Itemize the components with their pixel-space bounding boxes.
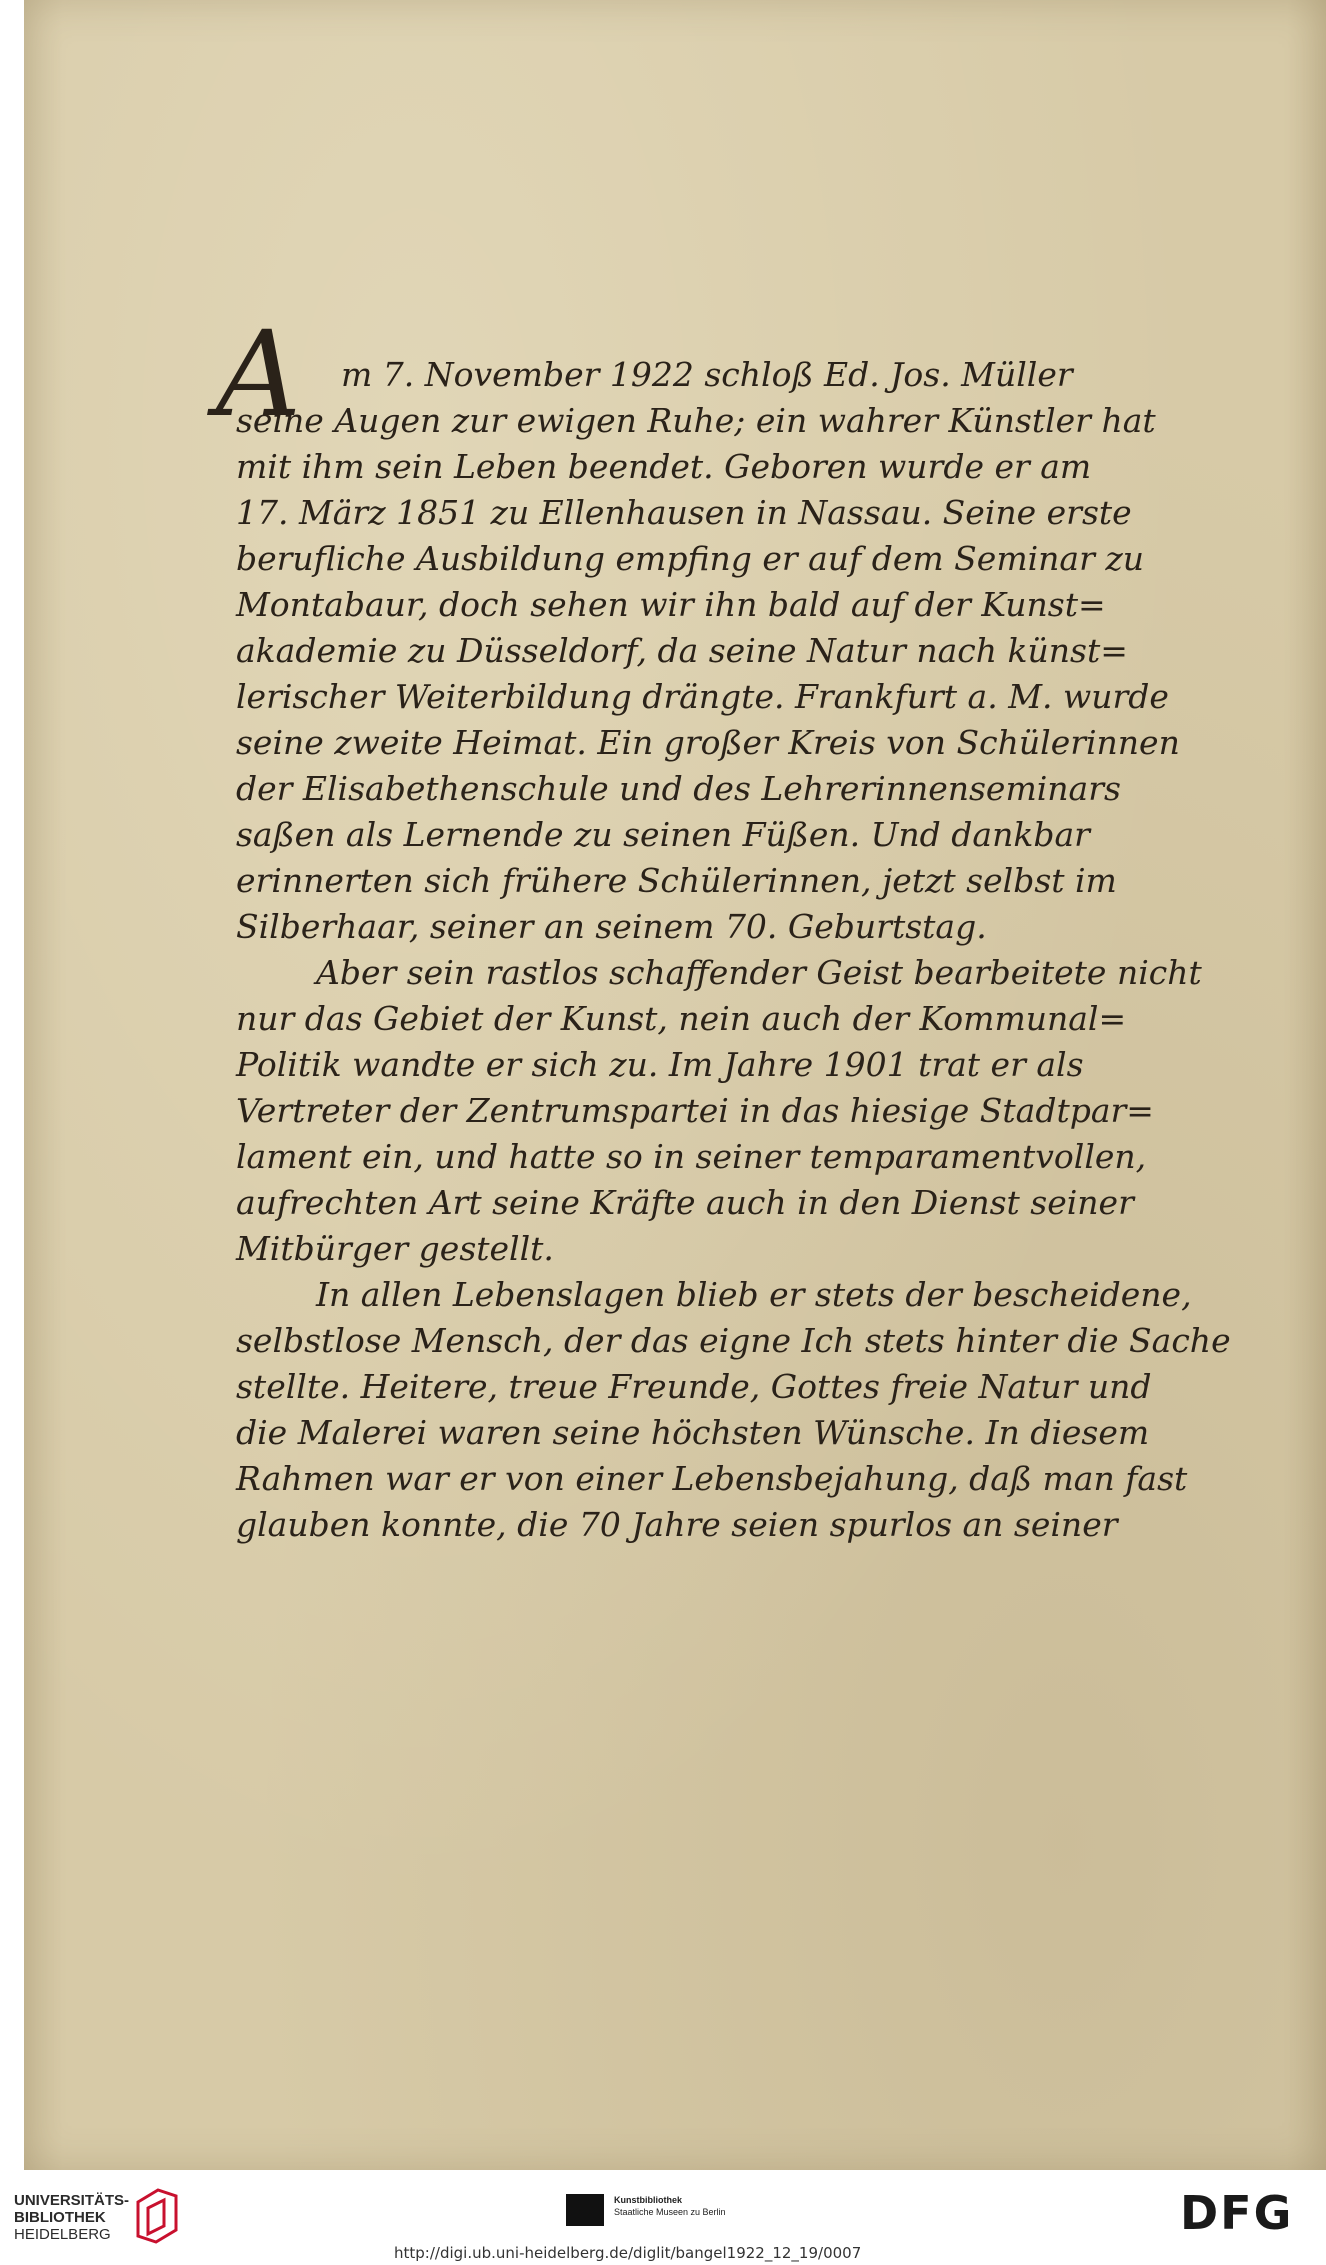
- kunstbibliothek-logo-text[interactable]: [614, 2194, 726, 2218]
- kunstbibliothek-logo-icon: [566, 2194, 604, 2226]
- ub-heidelberg-logo-icon: [134, 2182, 180, 2248]
- text-line: nur das Gebiet der Kunst, nein auch der Kommunal=: [236, 999, 1127, 1038]
- scanned-page: [24, 0, 1326, 2170]
- text-line: akademie zu Düsseldorf, da seine Natur nach künst=: [236, 631, 1128, 670]
- kb-title: Kunstbibliothek: [614, 2195, 682, 2205]
- text-line: Vertreter der Zentrumspartei in das hiesige Stadtpar=: [236, 1091, 1154, 1130]
- text-line: Mitbürger gestellt.: [236, 1229, 554, 1268]
- text-line: der Elisabethenschule und des Lehrerinnenseminars: [236, 769, 1121, 808]
- text-line: aufrechten Art seine Kräfte auch in den Dienst seiner: [236, 1183, 1134, 1222]
- ub-line-2: BIBLIOTHEK: [14, 2209, 106, 2226]
- text-line: Aber sein rastlos schaffender Geist bearbeitete nicht: [316, 953, 1202, 992]
- text-line: Montabaur, doch sehen wir ihn bald auf der Kunst=: [236, 585, 1106, 624]
- source-url-link[interactable]: http://digi.ub.uni-heidelberg.de/diglit/bangel1922_12_19/0007: [394, 2244, 862, 2262]
- text-line: saßen als Lernende zu seinen Füßen. Und dankbar: [236, 815, 1090, 854]
- text-line: selbstlose Mensch, der das eigne Ich stets hinter die Sache: [236, 1321, 1231, 1360]
- ub-line-3: HEIDELBERG: [14, 2226, 111, 2243]
- text-line: Rahmen war er von einer Lebensbejahung, daß man fast: [236, 1459, 1188, 1498]
- text-line: mit ihm sein Leben beendet. Geboren wurde er am: [236, 447, 1092, 486]
- text-line: stellte. Heitere, treue Freunde, Gottes freie Natur und: [236, 1367, 1152, 1406]
- text-line: 17. März 1851 zu Ellenhausen in Nassau. Seine erste: [236, 493, 1132, 532]
- text-line: Politik wandte er sich zu. Im Jahre 1901 trat er als: [236, 1045, 1084, 1084]
- text-line: seine Augen zur ewigen Ruhe; ein wahrer Künstler hat: [236, 401, 1156, 440]
- text-line: die Malerei waren seine höchsten Wünsche. In diesem: [236, 1413, 1150, 1452]
- text-line: berufliche Ausbildung empfing er auf dem Seminar zu: [236, 539, 1144, 578]
- kb-subtitle: Staatliche Museen zu Berlin: [614, 2207, 726, 2217]
- dfg-logo[interactable]: DFG: [1180, 2186, 1294, 2240]
- ub-heidelberg-logo-text[interactable]: [14, 2192, 129, 2243]
- ub-line-1: UNIVERSITÄTS-: [14, 2192, 130, 2209]
- text-line: seine zweite Heimat. Ein großer Kreis von Schülerinnen: [236, 723, 1180, 762]
- body-text: [216, 305, 1231, 1548]
- text-line: lament ein, und hatte so in seiner temparamentvollen,: [236, 1137, 1147, 1176]
- text-line: lerischer Weiterbildung drängte. Frankfurt a. M. wurde: [236, 677, 1169, 716]
- text-line: Silberhaar, seiner an seinem 70. Geburtstag.: [236, 907, 987, 946]
- text-line: m 7. November 1922 schloß Ed. Jos. Müller: [341, 355, 1073, 394]
- text-line: glauben konnte, die 70 Jahre seien spurlos an seiner: [236, 1505, 1118, 1544]
- drop-cap: A: [216, 305, 302, 443]
- text-line: In allen Lebenslagen blieb er stets der bescheidene,: [316, 1275, 1192, 1314]
- text-line: erinnerten sich frühere Schülerinnen, jetzt selbst im: [236, 861, 1117, 900]
